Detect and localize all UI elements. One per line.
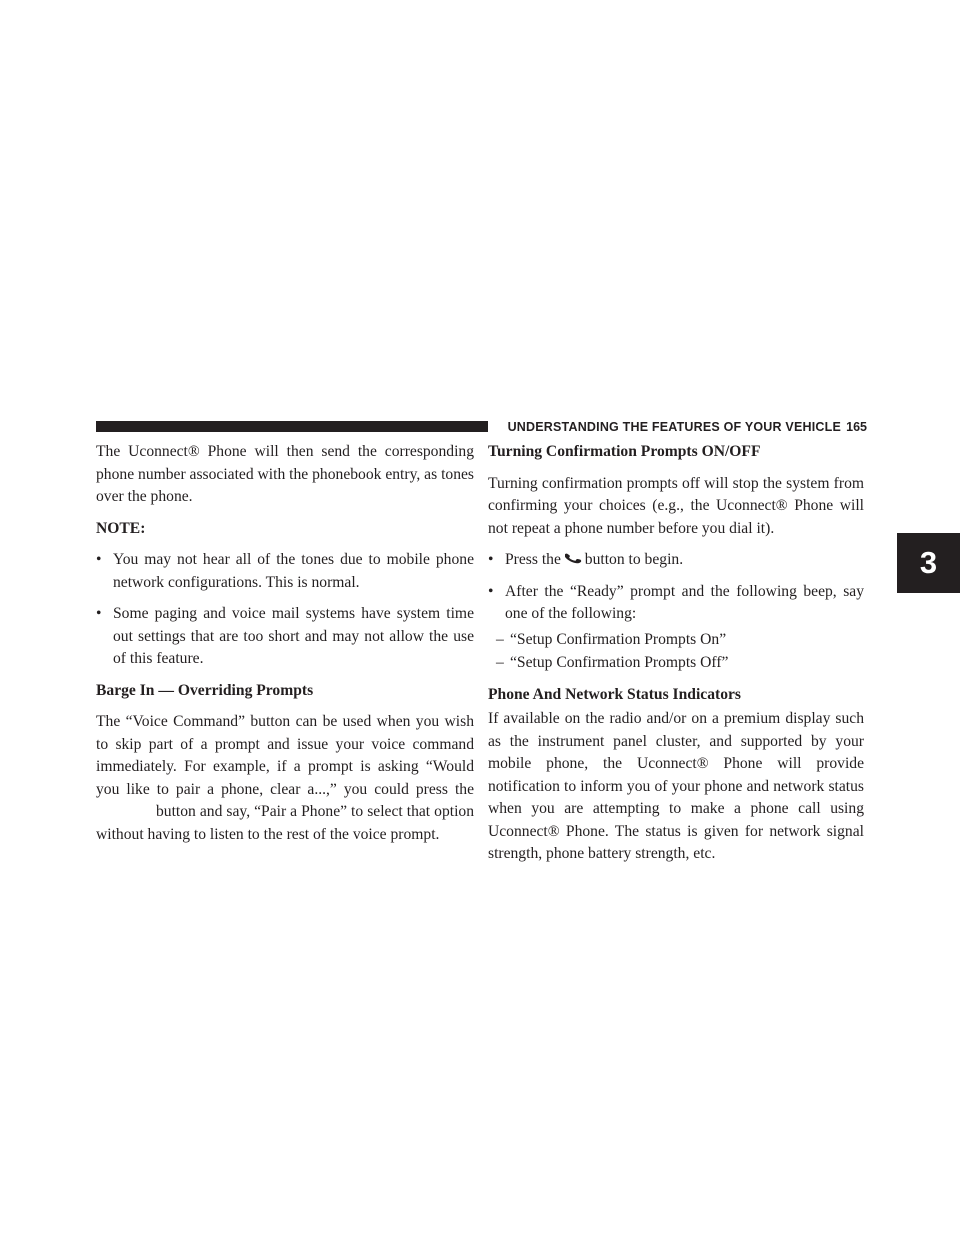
dash-symbol: – [496, 630, 504, 648]
command-text: “Setup Confirmation Prompts On” [510, 630, 727, 648]
heading-barge-in: Barge In — Overriding Prompts [96, 681, 314, 699]
paragraph-confirmation-off: Turning confirmation prompts off will stop the system from confirming your choices (e.g., the Uconnect® Phone will not repeat a phone number before you dial it). [488, 474, 864, 537]
page-number: 165 [846, 420, 867, 434]
paragraph-status-indicators: If available on the radio and/or on a premium display such as the instrument panel cluster, and supported by your mobile phone, the Uconnect® Phone will provide notification to inform you of your phone and network status when you are attempting to make a phone call using Uconnect® Phone. The status is given for network signal strength, phone battery strength, etc. [488, 710, 864, 862]
heading-status-indicators: Phone And Network Status Indicators [488, 685, 741, 703]
note-bullet-voicemail [96, 603, 474, 671]
bullet-press-phone [488, 549, 864, 572]
phone-handset-icon [565, 550, 583, 564]
paragraph-voice-command [96, 711, 474, 846]
paragraph-phonebook-tones: The Uconnect® Phone will then send the corresponding phone number associated with the phonebook entry, as tones over the phone. [96, 443, 474, 505]
bullet-symbol: • [488, 582, 494, 600]
voice-command-icon-placeholder [96, 815, 156, 816]
bullet-text: Press the [505, 551, 561, 568]
heading-confirmation-prompts: Turning Confirmation Prompts ON/OFF [488, 443, 761, 460]
dash-symbol: – [496, 654, 504, 671]
paragraph-text: The “Voice Command” button can be used when you wish to skip part of a prompt and issue your voice command immediately. For example, if a prompt is asking “Would you like to pair a phone, clear a...,” you could press the [96, 713, 474, 798]
right-column [488, 441, 864, 866]
bullet-text: After the “Ready” prompt and the following beep, say one of the following: [505, 582, 864, 622]
bullet-symbol: • [96, 551, 102, 568]
command-prompts-off [488, 652, 864, 675]
note-label: NOTE: [96, 519, 146, 537]
running-header-title: UNDERSTANDING THE FEATURES OF YOUR VEHICLE [507, 420, 841, 434]
bullet-ready-prompt [488, 581, 864, 626]
bullet-text: button to begin. [584, 551, 684, 568]
bullet-symbol: • [488, 551, 494, 568]
command-text: “Setup Confirmation Prompts Off” [510, 654, 729, 671]
bullet-text: You may not hear all of the tones due to mobile phone network configurations. This is normal. [113, 551, 474, 591]
paragraph-text: button and say, “Pair a Phone” to select that option without having to listen to the rest of the voice prompt. [96, 803, 474, 843]
bullet-text: Some paging and voice mail systems have system time out settings that are too short and may not allow the use of this feature. [113, 605, 474, 667]
left-column [96, 441, 474, 846]
bullet-symbol: • [96, 605, 102, 622]
command-prompts-on [488, 629, 864, 652]
header-rule [96, 421, 488, 432]
note-bullet-tones [96, 549, 474, 594]
chapter-tab: 3 [897, 533, 960, 593]
